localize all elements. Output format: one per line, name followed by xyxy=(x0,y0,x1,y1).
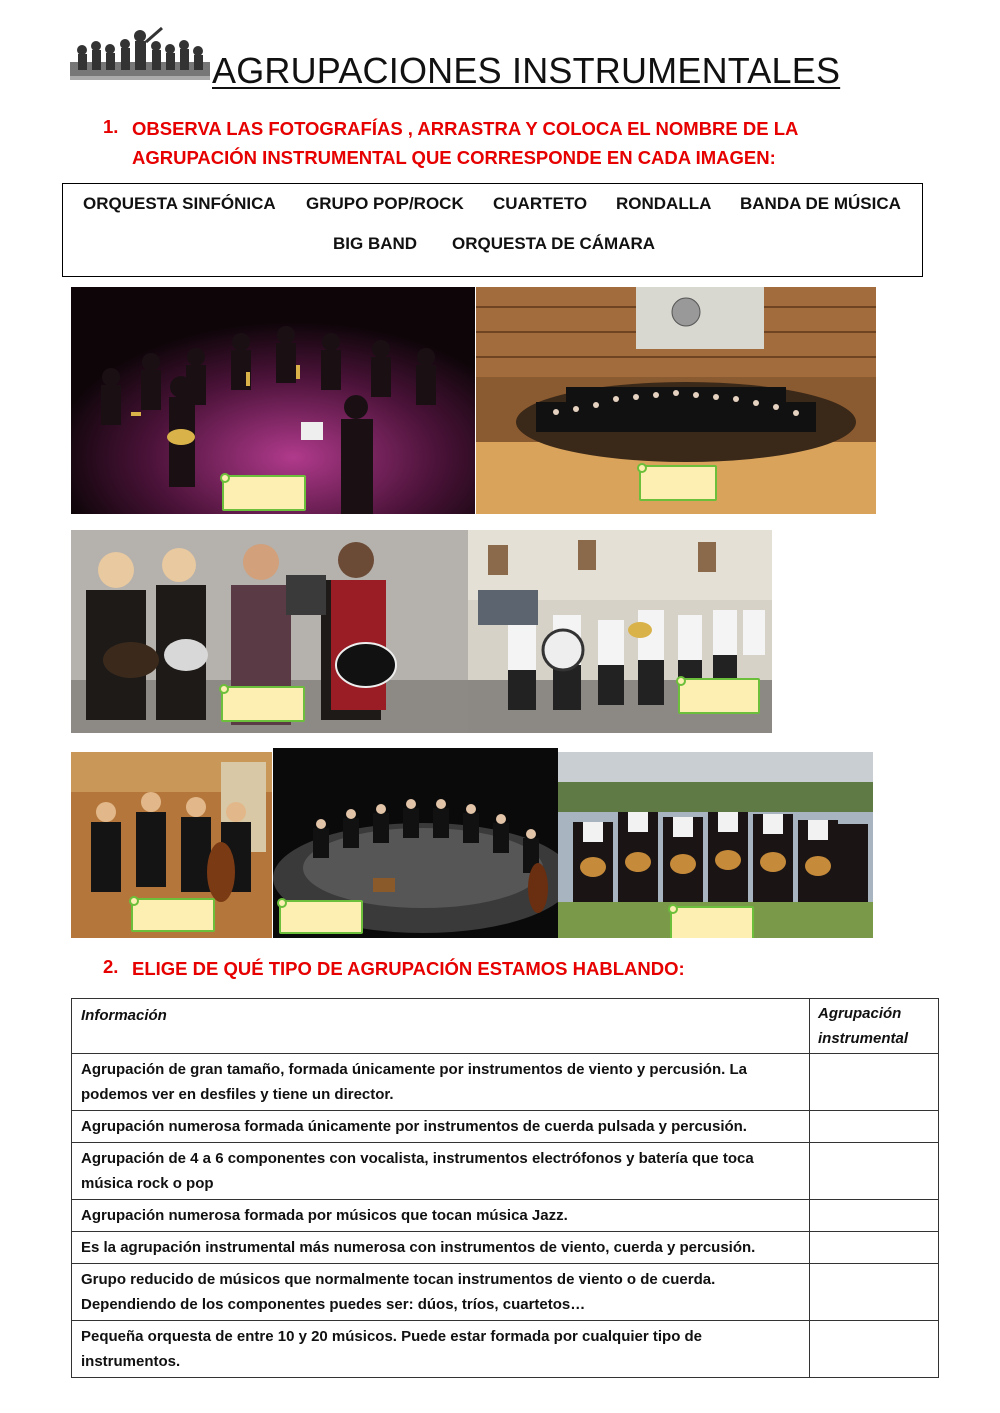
row-info: Grupo reducido de músicos que normalmente tocan instrumentos de viento o de cuerda. Dependiendo de los componentes puedes ser: dúos, tríos, cuartetos… xyxy=(72,1264,810,1321)
row-info: Agrupación numerosa formada por músicos que tocan música Jazz. xyxy=(72,1200,810,1232)
big-band-stage-photo xyxy=(71,287,475,514)
row-info: Agrupación de 4 a 6 componentes con vocalista, instrumentos electrófonos y batería que toca música rock o pop xyxy=(72,1143,810,1200)
answer-drop-zone[interactable] xyxy=(131,898,215,932)
question-1-text: OBSERVA LAS FOTOGRAFÍAS , ARRASTRA Y COLOCA EL NOMBRE DE LA AGRUPACIÓN INSTRUMENTAL QUE CORRESPONDE EN CADA IMAGEN: xyxy=(132,118,798,168)
answer-cell[interactable] xyxy=(810,1264,939,1321)
answer-drop-zone[interactable] xyxy=(678,678,760,714)
symphony-orchestra-concert-hall-photo xyxy=(476,287,876,514)
draggable-word[interactable]: GRUPO POP/ROCK xyxy=(306,194,464,213)
draggable-word[interactable]: BIG BAND xyxy=(333,234,418,253)
answer-drop-zone[interactable] xyxy=(670,906,754,938)
table-row xyxy=(72,1111,939,1143)
table-row xyxy=(72,1143,939,1200)
question-1-number: 1. xyxy=(103,116,119,137)
row-info: Agrupación numerosa formada únicamente por instrumentos de cuerda pulsada y percusión. xyxy=(72,1111,810,1143)
table-row xyxy=(72,1264,939,1321)
answer-drop-zone[interactable] xyxy=(222,475,306,511)
row-info: Agrupación de gran tamaño, formada únicamente por instrumentos de viento y percusión. La podemos ver en desfiles y tiene un director. xyxy=(72,1054,810,1111)
answer-cell[interactable] xyxy=(810,1111,939,1143)
info-table xyxy=(71,998,939,1378)
marching-band-street-photo xyxy=(468,530,772,733)
draggable-word[interactable]: ORQUESTA DE CÁMARA xyxy=(452,234,656,253)
header-answer: Agrupación instrumental xyxy=(810,999,939,1054)
row-info: Pequeña orquesta de entre 10 y 20 músicos. Puede estar formada por cualquier tipo de instrumentos. xyxy=(72,1321,810,1378)
answer-cell[interactable] xyxy=(810,1054,939,1111)
orchestra-silhouette-icon xyxy=(70,22,210,88)
answer-cell[interactable] xyxy=(810,1232,939,1264)
rock-band-photo xyxy=(71,530,468,733)
table-row xyxy=(72,1232,939,1264)
question-2-number: 2. xyxy=(103,956,119,977)
draggable-word[interactable]: BANDA DE MÚSICA xyxy=(740,194,901,213)
word-bank xyxy=(62,183,923,277)
string-quartet-photo xyxy=(71,752,272,938)
header-info: Información xyxy=(72,999,810,1054)
row-info: Es la agrupación instrumental más numerosa con instrumentos de viento, cuerda y percusión. xyxy=(72,1232,810,1264)
rondalla-group-photo xyxy=(558,752,873,938)
chamber-orchestra-stage-photo xyxy=(273,748,558,938)
answer-cell[interactable] xyxy=(810,1200,939,1232)
question-2-text: ELIGE DE QUÉ TIPO DE AGRUPACIÓN ESTAMOS HABLANDO: xyxy=(132,958,685,979)
answer-drop-zone[interactable] xyxy=(279,900,363,934)
answer-cell[interactable] xyxy=(810,1143,939,1200)
page-title: AGRUPACIONES INSTRUMENTALES xyxy=(212,50,841,91)
answer-cell[interactable] xyxy=(810,1321,939,1378)
table-row xyxy=(72,1200,939,1232)
table-row xyxy=(72,1321,939,1378)
answer-drop-zone[interactable] xyxy=(639,465,717,501)
draggable-word[interactable]: RONDALLA xyxy=(616,194,712,213)
table-row xyxy=(72,1054,939,1111)
answer-drop-zone[interactable] xyxy=(221,686,305,722)
table-header-row xyxy=(72,999,939,1054)
draggable-word[interactable]: ORQUESTA SINFÓNICA xyxy=(83,194,276,213)
draggable-word[interactable]: CUARTETO xyxy=(493,194,588,213)
